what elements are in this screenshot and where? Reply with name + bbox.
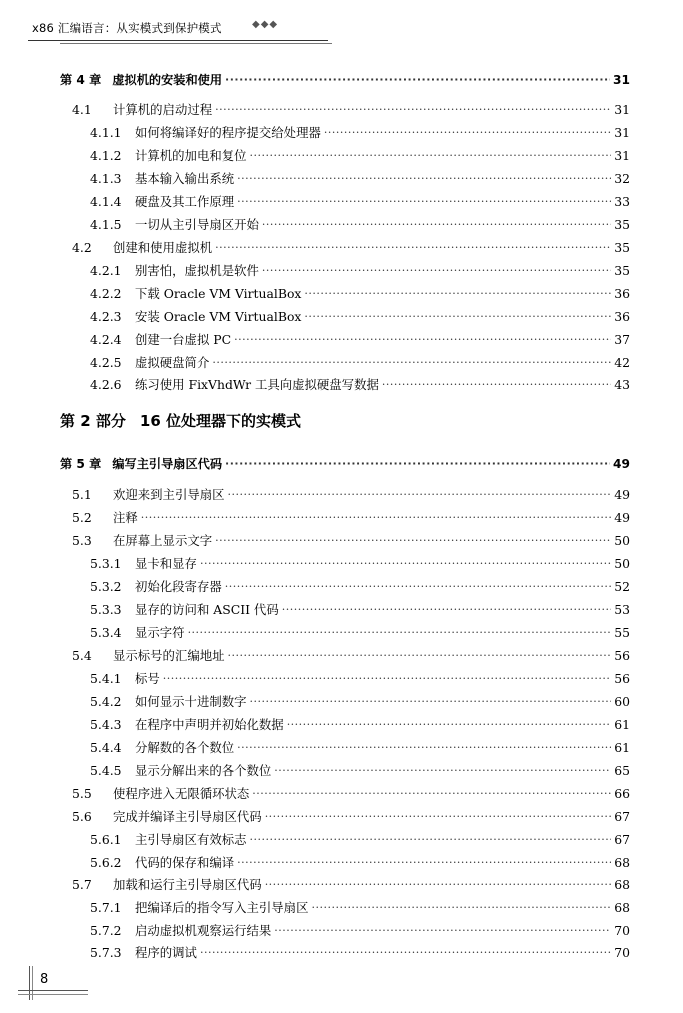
section-number: 4.2 [72, 240, 92, 255]
toc-part-2[interactable] [60, 410, 301, 431]
dot-leader [225, 456, 610, 472]
page-number: 61 [614, 717, 630, 732]
dot-leader [237, 194, 611, 210]
dot-leader [265, 877, 612, 893]
page-number: 50 [614, 556, 630, 571]
dot-leader [382, 377, 611, 393]
toc-section-4-1[interactable] [72, 102, 630, 119]
toc-subsection-5-7-2[interactable] [90, 923, 630, 940]
page-number: 37 [614, 332, 630, 347]
toc-subsection-5-4-3[interactable] [90, 717, 630, 734]
dot-leader [324, 125, 611, 141]
subsection-number: 4.2.1 [90, 263, 122, 278]
section-title: 加载和运行主引导扇区代码 [113, 877, 262, 892]
subsection-title: 创建一台虚拟 PC [135, 332, 232, 347]
page-number: 31 [614, 125, 630, 140]
toc-chapter-4[interactable] [60, 72, 630, 89]
subsection-title: 计算机的加电和复位 [135, 148, 247, 163]
dot-leader [234, 332, 611, 348]
dot-leader [250, 148, 612, 164]
page-number: 31 [614, 148, 630, 163]
dot-leader [225, 72, 610, 88]
subsection-title: 显示分解出来的各个数位 [135, 763, 272, 778]
subsection-title: 虚拟硬盘简介 [135, 355, 210, 370]
subsection-number: 4.2.3 [90, 309, 122, 324]
header-rule [28, 40, 328, 41]
subsection-title: 如何将编译好的程序提交给处理器 [135, 125, 321, 140]
toc-section-5-2[interactable] [72, 510, 630, 527]
page-number: 67 [614, 832, 630, 847]
chapter-number: 第 5 章 [60, 457, 102, 471]
page-number: 56 [614, 671, 630, 686]
subsection-number: 4.1.3 [90, 171, 122, 186]
page-number: 49 [613, 457, 630, 471]
subsection-title: 别害怕，虚拟机是软件 [135, 263, 259, 278]
toc-subsection-5-4-4[interactable] [90, 740, 630, 757]
subsection-number: 5.3.1 [90, 556, 122, 571]
page-number: 36 [614, 309, 630, 324]
page-number: 68 [614, 877, 630, 892]
book-title: x86 汇编语言：从实模式到保护模式 [32, 21, 222, 35]
page-number: 35 [614, 217, 630, 232]
toc-subsection-4-2-3[interactable] [90, 309, 630, 326]
page-number: 55 [614, 625, 630, 640]
toc-subsection-5-3-2[interactable] [90, 579, 630, 596]
page-number: 35 [614, 263, 630, 278]
toc-subsection-5-4-5[interactable] [90, 763, 630, 780]
toc-subsection-5-7-3[interactable] [90, 945, 630, 962]
section-title: 计算机的启动过程 [113, 102, 213, 117]
dot-leader [250, 832, 612, 848]
chapter-title: 虚拟机的安装和使用 [112, 73, 223, 87]
section-title: 创建和使用虚拟机 [113, 240, 213, 255]
subsection-number: 5.4.3 [90, 717, 122, 732]
dot-leader [262, 217, 611, 233]
diamond-ornament-icon: ◆◆◆ [252, 19, 279, 30]
dot-leader [311, 900, 611, 916]
section-number: 5.7 [72, 877, 92, 892]
section-number: 5.5 [72, 786, 92, 801]
page-number: 32 [614, 171, 630, 186]
section-number: 5.2 [72, 510, 92, 525]
toc-subsection-4-1-2[interactable] [90, 148, 630, 165]
header-rule-inner [60, 43, 332, 44]
toc-subsection-5-6-1[interactable] [90, 832, 630, 849]
dot-leader [141, 510, 611, 526]
subsection-title: 练习使用 FixVhdWr 工具向虚拟硬盘写数据 [135, 377, 379, 392]
page-number: 68 [614, 900, 630, 915]
dot-leader [237, 855, 611, 871]
page-number: 52 [614, 579, 630, 594]
part-title: 16 位处理器下的实模式 [139, 412, 301, 430]
toc-section-4-2[interactable] [72, 240, 630, 257]
section-number: 4.1 [72, 102, 92, 117]
subsection-title: 主引导扇区有效标志 [135, 832, 247, 847]
footer-rule-horizontal-inner [18, 994, 88, 995]
page-number: 61 [614, 740, 630, 755]
page-number: 33 [614, 194, 630, 209]
toc-chapter-5[interactable] [60, 456, 630, 473]
page-number: 67 [614, 809, 630, 824]
dot-leader [215, 240, 611, 256]
dot-leader [215, 533, 611, 549]
subsection-number: 4.1.5 [90, 217, 122, 232]
toc-subsection-4-2-5[interactable] [90, 355, 630, 372]
page-number: 50 [614, 533, 630, 548]
subsection-title: 显卡和显存 [135, 556, 197, 571]
toc-subsection-4-2-2[interactable] [90, 286, 630, 303]
page-number: 35 [614, 240, 630, 255]
page-number: 60 [614, 694, 630, 709]
dot-leader [163, 671, 611, 687]
subsection-title: 显示字符 [135, 625, 185, 640]
subsection-number: 5.4.5 [90, 763, 122, 778]
dot-leader [200, 556, 611, 572]
section-title: 显示标号的汇编地址 [113, 648, 225, 663]
page-number: 31 [614, 102, 630, 117]
page-number: 31 [613, 73, 630, 87]
subsection-title: 一切从主引导扇区开始 [135, 217, 259, 232]
dot-leader [274, 923, 611, 939]
dot-leader [225, 579, 611, 595]
dot-leader [262, 263, 611, 279]
subsection-number: 5.6.2 [90, 855, 122, 870]
subsection-title: 下载 Oracle VM VirtualBox [135, 286, 302, 301]
toc-subsection-4-1-1[interactable] [90, 125, 630, 142]
toc-section-5-7[interactable] [72, 877, 630, 894]
toc-subsection-5-6-2[interactable] [90, 855, 630, 872]
subsection-number: 5.6.1 [90, 832, 122, 847]
dot-leader [200, 945, 611, 961]
subsection-number: 5.7.1 [90, 900, 122, 915]
dot-leader [304, 309, 611, 325]
toc-subsection-5-3-1[interactable] [90, 556, 630, 573]
chapter-number: 第 4 章 [60, 73, 102, 87]
subsection-title: 在程序中声明并初始化数据 [135, 717, 284, 732]
toc-section-5-3[interactable] [72, 533, 630, 550]
dot-leader [304, 286, 611, 302]
toc-subsection-5-7-1[interactable] [90, 900, 630, 917]
subsection-number: 5.3.2 [90, 579, 122, 594]
section-title: 完成并编译主引导扇区代码 [113, 809, 262, 824]
toc-subsection-4-1-5[interactable] [90, 217, 630, 234]
subsection-title: 显存的访问和 ASCII 代码 [135, 602, 279, 617]
toc-subsection-5-3-4[interactable] [90, 625, 630, 642]
subsection-number: 5.3.3 [90, 602, 122, 617]
subsection-number: 5.3.4 [90, 625, 122, 640]
page-number: 49 [614, 510, 630, 525]
section-title: 欢迎来到主引导扇区 [113, 487, 225, 502]
page-number: 36 [614, 286, 630, 301]
page-number: 66 [614, 786, 630, 801]
toc-section-5-1[interactable] [72, 487, 630, 504]
dot-leader [287, 717, 612, 733]
toc-subsection-5-3-3[interactable] [90, 602, 630, 619]
subsection-title: 硬盘及其工作原理 [135, 194, 235, 209]
page-number: 42 [614, 355, 630, 370]
page-number: 43 [614, 377, 630, 392]
subsection-title: 代码的保存和编译 [135, 855, 235, 870]
subsection-title: 基本输入输出系统 [135, 171, 235, 186]
subsection-number: 4.2.2 [90, 286, 122, 301]
subsection-number: 5.7.3 [90, 945, 122, 960]
subsection-number: 5.4.4 [90, 740, 122, 755]
section-number: 5.4 [72, 648, 92, 663]
subsection-title: 标号 [135, 671, 160, 686]
toc-subsection-4-2-4[interactable] [90, 332, 630, 349]
dot-leader [252, 786, 611, 802]
toc-subsection-5-4-2[interactable] [90, 694, 630, 711]
subsection-title: 安装 Oracle VM VirtualBox [135, 309, 302, 324]
page-number: 68 [614, 855, 630, 870]
section-number: 5.1 [72, 487, 92, 502]
dot-leader [188, 625, 612, 641]
part-number: 第 2 部分 [60, 412, 126, 430]
running-header [28, 18, 308, 48]
subsection-title: 初始化段寄存器 [135, 579, 222, 594]
dot-leader [282, 602, 612, 618]
subsection-number: 5.4.2 [90, 694, 122, 709]
dot-leader [237, 740, 611, 756]
subsection-number: 4.2.5 [90, 355, 122, 370]
dot-leader [237, 171, 611, 187]
dot-leader [212, 355, 611, 371]
page-number: 53 [614, 602, 630, 617]
chapter-title: 编写主引导扇区代码 [112, 457, 223, 471]
section-number: 5.6 [72, 809, 92, 824]
subsection-number: 4.1.2 [90, 148, 122, 163]
section-title: 使程序进入无限循环状态 [113, 786, 250, 801]
page-number: 56 [614, 648, 630, 663]
page-number: 70 [614, 923, 630, 938]
subsection-number: 5.7.2 [90, 923, 122, 938]
subsection-number: 5.4.1 [90, 671, 122, 686]
dot-leader [250, 694, 612, 710]
section-title: 注释 [113, 510, 138, 525]
toc-section-5-5[interactable] [72, 786, 630, 803]
subsection-title: 启动虚拟机观察运行结果 [135, 923, 272, 938]
section-title: 在屏幕上显示文字 [113, 533, 213, 548]
subsection-number: 4.2.6 [90, 377, 122, 392]
page-number: 70 [614, 945, 630, 960]
toc-subsection-5-4-1[interactable] [90, 671, 630, 688]
page-number: 49 [614, 487, 630, 502]
subsection-number: 4.1.4 [90, 194, 122, 209]
subsection-number: 4.2.4 [90, 332, 122, 347]
toc-subsection-4-1-3[interactable] [90, 171, 630, 188]
subsection-title: 程序的调试 [135, 945, 197, 960]
folio-page-number: 8 [40, 972, 49, 987]
dot-leader [265, 809, 612, 825]
toc-subsection-4-2-6[interactable] [90, 377, 630, 394]
dot-leader [215, 102, 611, 118]
page-number: 65 [614, 763, 630, 778]
dot-leader [228, 648, 612, 664]
subsection-title: 分解数的各个数位 [135, 740, 235, 755]
toc-section-5-6[interactable] [72, 809, 630, 826]
toc-subsection-4-2-1[interactable] [90, 263, 630, 280]
subsection-title: 把编译后的指令写入主引导扇区 [135, 900, 309, 915]
dot-leader [228, 487, 612, 503]
toc-section-5-4[interactable] [72, 648, 630, 665]
dot-leader [274, 763, 611, 779]
section-number: 5.3 [72, 533, 92, 548]
subsection-title: 如何显示十进制数字 [135, 694, 247, 709]
subsection-number: 4.1.1 [90, 125, 122, 140]
toc-subsection-4-1-4[interactable] [90, 194, 630, 211]
footer-rule-horizontal [18, 990, 88, 991]
